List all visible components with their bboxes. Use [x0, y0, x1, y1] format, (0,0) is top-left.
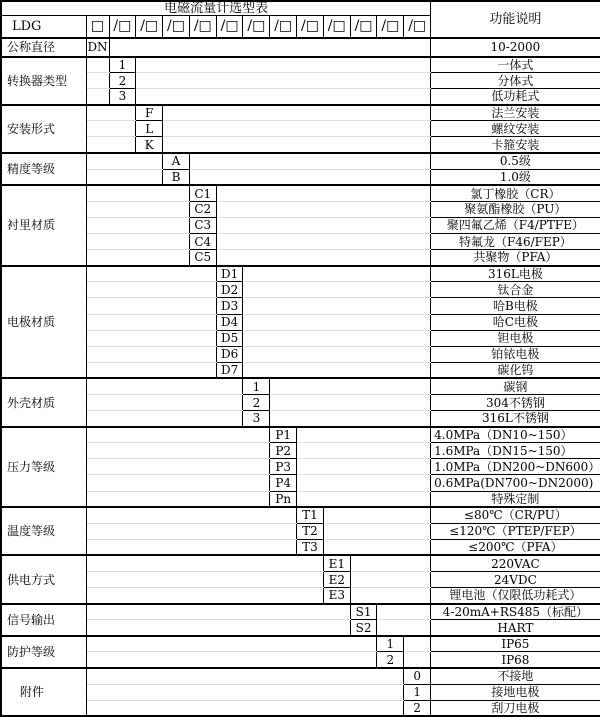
option-desc: 铂铱电极	[431, 346, 600, 362]
option-desc: IP68	[431, 652, 600, 668]
option-code: D7	[216, 362, 243, 378]
spacer	[216, 217, 430, 233]
spacer	[86, 700, 404, 716]
option-code: T3	[297, 539, 324, 555]
spacer	[86, 57, 109, 73]
option-desc: 220VAC	[431, 555, 600, 571]
option-desc: 哈B电极	[431, 298, 600, 314]
option-desc: 0.5级	[431, 153, 600, 169]
category-label: 信号输出	[1, 604, 86, 636]
option-desc: 304不锈钢	[431, 394, 600, 410]
spacer	[163, 121, 431, 137]
option-desc: 一体式	[431, 57, 600, 73]
option-code: S2	[350, 620, 377, 636]
option-desc: 哈C电极	[431, 314, 600, 330]
option-code: S1	[350, 604, 377, 620]
spacer	[86, 604, 350, 620]
spacer	[297, 427, 431, 443]
option-desc: 不接地	[431, 668, 600, 684]
option-desc: IP65	[431, 636, 600, 652]
spacer	[323, 523, 430, 539]
option-desc: 1.6MPa（DN15~150）	[431, 443, 600, 459]
category-label: 温度等级	[1, 507, 86, 555]
option-desc: 氯丁橡胶（CR）	[431, 185, 600, 201]
model-prefix: LDG	[1, 16, 86, 38]
option-code: D3	[216, 298, 243, 314]
spacer	[86, 330, 216, 346]
option-code: 2	[109, 73, 136, 89]
spacer	[86, 539, 297, 555]
spacer	[243, 282, 431, 298]
spacer	[86, 668, 404, 684]
option-desc: ≤80℃（CR/PU）	[431, 507, 600, 523]
option-code: P2	[270, 443, 297, 459]
spacer	[86, 298, 216, 314]
spacer	[86, 89, 109, 105]
option-box: /□	[243, 16, 270, 38]
option-box: /□	[377, 16, 404, 38]
option-code: 2	[377, 652, 404, 668]
option-desc: 刮刀电极	[431, 700, 600, 716]
spacer	[163, 105, 431, 121]
option-box: /□	[297, 16, 324, 38]
option-desc: 4.0MPa（DN10~150）	[431, 427, 600, 443]
spacer	[404, 636, 431, 652]
spacer	[86, 443, 270, 459]
spacer	[86, 153, 163, 169]
option-code: D5	[216, 330, 243, 346]
spacer	[216, 201, 430, 217]
option-code: C2	[189, 201, 216, 217]
option-desc: 24VDC	[431, 572, 600, 588]
option-code: L	[136, 121, 163, 137]
option-code: 0	[404, 668, 431, 684]
option-code: C1	[189, 185, 216, 201]
option-code: 3	[109, 89, 136, 105]
spacer	[86, 684, 404, 700]
table-title: 电磁流量计选型表	[1, 1, 431, 16]
spacer	[86, 169, 163, 185]
option-box: /□	[270, 16, 297, 38]
dn-box: □	[86, 16, 109, 38]
option-box: /□	[109, 16, 136, 38]
spacer	[136, 89, 431, 105]
spacer	[136, 73, 431, 89]
option-desc: 法兰安装	[431, 105, 600, 121]
option-code: P4	[270, 475, 297, 491]
spacer	[86, 266, 216, 282]
spacer	[86, 588, 323, 604]
option-desc: 钽电极	[431, 330, 600, 346]
spacer	[86, 185, 189, 201]
option-desc: 分体式	[431, 73, 600, 89]
category-label: 防护等级	[1, 636, 86, 668]
option-box: /□	[404, 16, 431, 38]
option-desc: 1.0MPa（DN200~DN600）	[431, 459, 600, 475]
option-desc: 1.0级	[431, 169, 600, 185]
category-label: 精度等级	[1, 153, 86, 185]
option-box: /□	[216, 16, 243, 38]
option-desc: 卡箍安装	[431, 137, 600, 153]
option-desc: ≤200℃（PFA）	[431, 539, 600, 555]
spacer	[350, 572, 430, 588]
option-desc: 316L电极	[431, 266, 600, 282]
spacer	[86, 652, 377, 668]
spacer	[86, 620, 350, 636]
option-box: /□	[189, 16, 216, 38]
spacer	[86, 362, 216, 378]
spacer	[297, 475, 431, 491]
spacer	[86, 137, 136, 153]
option-desc: 聚氨酯橡胶（PU）	[431, 201, 600, 217]
option-code: 3	[243, 411, 270, 427]
option-desc: 特氟龙（F46/FEP）	[431, 234, 600, 250]
spacer	[86, 572, 323, 588]
spacer	[377, 620, 431, 636]
spacer	[86, 394, 243, 410]
option-desc: 共聚物（PFA）	[431, 250, 600, 266]
spacer	[297, 491, 431, 507]
spacer	[136, 57, 431, 73]
option-desc: HART	[431, 620, 600, 636]
option-code: Pn	[270, 491, 297, 507]
spacer	[86, 346, 216, 362]
option-code: D6	[216, 346, 243, 362]
option-code: C4	[189, 234, 216, 250]
spacer	[243, 330, 431, 346]
spacer	[86, 105, 136, 121]
option-code: E2	[323, 572, 350, 588]
spacer	[243, 346, 431, 362]
option-code: D4	[216, 314, 243, 330]
spacer	[243, 266, 431, 282]
category-label: 衬里材质	[1, 185, 86, 265]
option-code: D1	[216, 266, 243, 282]
spacer	[86, 491, 270, 507]
category-label: 供电方式	[1, 555, 86, 603]
function-description-header: 功能说明	[431, 1, 600, 38]
option-desc: 低功耗式	[431, 89, 600, 105]
spacer	[86, 217, 189, 233]
spacer	[350, 555, 430, 571]
option-desc: ≤120℃（PTEP/FEP）	[431, 523, 600, 539]
spacer	[243, 314, 431, 330]
category-label: 公称直径	[1, 38, 86, 57]
option-code: K	[136, 137, 163, 153]
option-code: 1	[243, 378, 270, 394]
spacer	[243, 362, 431, 378]
option-desc: 钛合金	[431, 282, 600, 298]
spacer	[86, 378, 243, 394]
spacer	[189, 169, 430, 185]
category-label: 附件	[1, 668, 86, 716]
spacer	[86, 523, 297, 539]
spacer	[189, 153, 430, 169]
option-box: /□	[163, 16, 190, 38]
option-code: P3	[270, 459, 297, 475]
spacer	[86, 427, 270, 443]
spacer	[86, 201, 189, 217]
spacer	[86, 282, 216, 298]
option-desc: 接地电极	[431, 684, 600, 700]
spacer	[86, 121, 136, 137]
spacer	[86, 636, 377, 652]
option-desc: 4-20mA+RS485（标配）	[431, 604, 600, 620]
spacer	[323, 539, 430, 555]
option-code: P1	[270, 427, 297, 443]
option-code: T2	[297, 523, 324, 539]
spacer	[86, 314, 216, 330]
option-code: 1	[377, 636, 404, 652]
option-code: T1	[297, 507, 324, 523]
spacer	[86, 234, 189, 250]
option-desc: 螺纹安装	[431, 121, 600, 137]
option-code: 2	[243, 394, 270, 410]
spacer	[323, 507, 430, 523]
option-code: DN	[86, 38, 109, 57]
option-desc: 锂电池（仅限低功耗式）	[431, 588, 600, 604]
spacer	[377, 604, 431, 620]
category-label: 电极材质	[1, 266, 86, 379]
spacer	[86, 73, 109, 89]
spacer	[216, 250, 430, 266]
option-code: 2	[404, 700, 431, 716]
spacer	[270, 394, 431, 410]
option-desc: 10-2000	[431, 38, 600, 57]
option-desc: 碳化钨	[431, 362, 600, 378]
category-label: 安装形式	[1, 105, 86, 153]
option-box: /□	[136, 16, 163, 38]
spacer	[86, 507, 297, 523]
spacer	[216, 234, 430, 250]
option-box: /□	[350, 16, 377, 38]
option-desc: 316L不锈钢	[431, 411, 600, 427]
spacer	[86, 555, 323, 571]
option-desc: 碳钢	[431, 378, 600, 394]
option-code: 1	[404, 684, 431, 700]
option-code: B	[163, 169, 190, 185]
option-code: E3	[323, 588, 350, 604]
option-code: D2	[216, 282, 243, 298]
option-code: C3	[189, 217, 216, 233]
spacer	[86, 411, 243, 427]
option-code: C5	[189, 250, 216, 266]
option-desc: 聚四氟乙烯（F4/PTFE）	[431, 217, 600, 233]
category-label: 转换器类型	[1, 57, 86, 105]
spacer	[404, 652, 431, 668]
spacer	[86, 475, 270, 491]
spacer	[86, 459, 270, 475]
option-code: F	[136, 105, 163, 121]
spacer	[86, 250, 189, 266]
spacer	[297, 459, 431, 475]
spacer	[163, 137, 431, 153]
option-desc: 特殊定制	[431, 491, 600, 507]
option-code: E1	[323, 555, 350, 571]
spacer	[243, 298, 431, 314]
category-label: 外壳材质	[1, 378, 86, 426]
option-box: /□	[323, 16, 350, 38]
category-label: 压力等级	[1, 427, 86, 507]
option-code: A	[163, 153, 190, 169]
spacer	[350, 588, 430, 604]
spacer	[297, 443, 431, 459]
spacer	[109, 38, 431, 57]
spacer	[270, 378, 431, 394]
spacer	[270, 411, 431, 427]
spacer	[216, 185, 430, 201]
option-code: 1	[109, 57, 136, 73]
option-desc: 0.6MPa(DN700~DN2000)	[431, 475, 600, 491]
